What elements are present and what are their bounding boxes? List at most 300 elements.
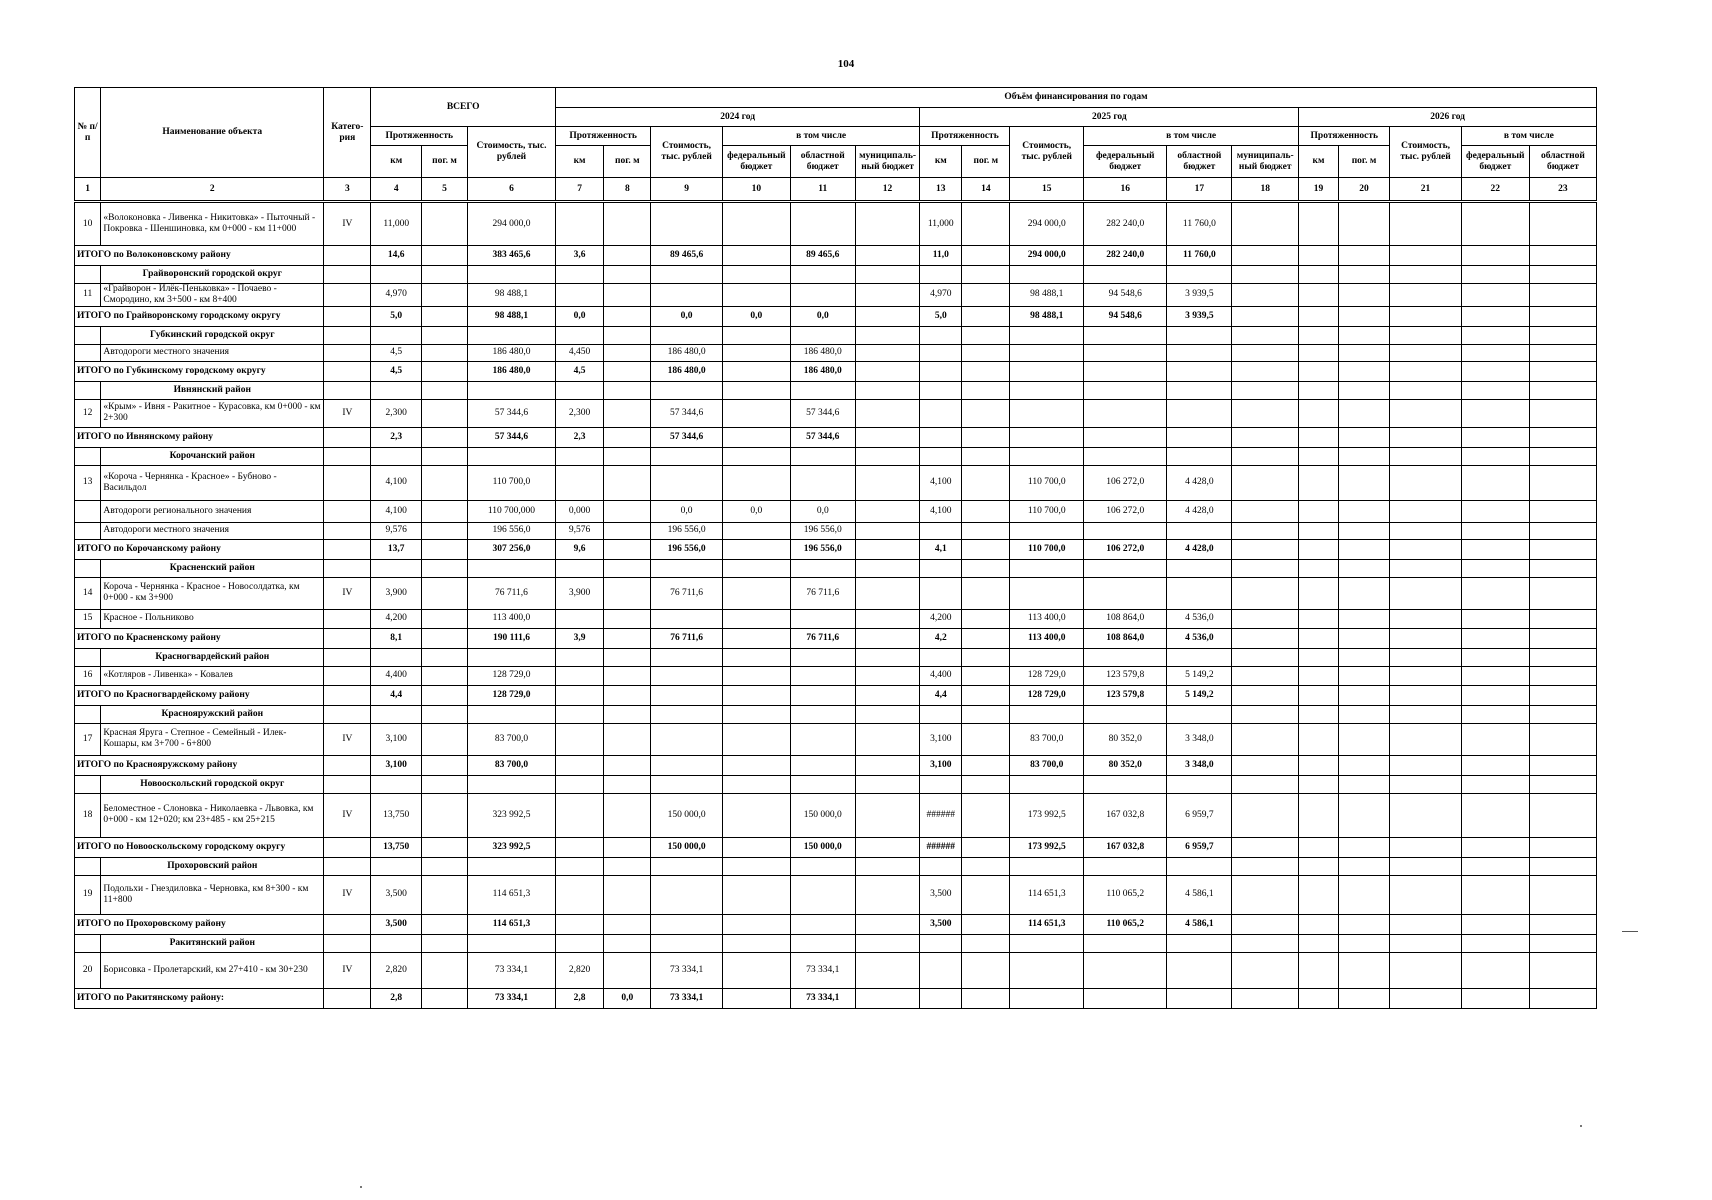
value-col-11: 186 480,0 <box>790 361 855 381</box>
value-col-16 <box>1084 988 1167 1008</box>
value-col-19 <box>1299 837 1339 857</box>
value-col-15: 110 700,0 <box>1010 539 1084 559</box>
value-col-12 <box>855 875 920 914</box>
value-col-17 <box>1167 399 1232 427</box>
value-col-14 <box>962 306 1010 326</box>
category <box>324 539 371 559</box>
row-number: 11 <box>75 284 101 307</box>
value-col-12 <box>855 577 920 609</box>
value-col-21 <box>1390 609 1461 628</box>
2024-reg-header: областной бюджет <box>790 146 855 178</box>
value-col-10 <box>722 361 790 381</box>
value-col-4: 9,576 <box>371 522 422 539</box>
district-row <box>75 857 1597 875</box>
value-col-11 <box>790 648 855 666</box>
value-col-20 <box>1338 648 1390 666</box>
value-col-4: 3,100 <box>371 755 422 775</box>
value-col-21 <box>1390 539 1461 559</box>
value-col-15 <box>1010 344 1084 361</box>
value-col-15 <box>1010 559 1084 577</box>
value-col-22 <box>1461 202 1529 246</box>
value-col-19 <box>1299 522 1339 539</box>
value-col-21 <box>1390 755 1461 775</box>
value-col-22 <box>1461 988 1529 1008</box>
value-col-4 <box>371 648 422 666</box>
value-col-5 <box>421 952 467 988</box>
value-col-19 <box>1299 775 1339 793</box>
value-col-9: 57 344,6 <box>651 399 722 427</box>
value-col-10 <box>722 934 790 952</box>
object-name: «Короча - Чернянка - Красное» - Бубново - Васильдол <box>101 465 324 500</box>
value-col-14 <box>962 775 1010 793</box>
value-col-12 <box>855 465 920 500</box>
row-number: 20 <box>75 952 101 988</box>
value-col-4: 3,500 <box>371 875 422 914</box>
value-col-4: 2,820 <box>371 952 422 988</box>
value-col-12 <box>855 775 920 793</box>
value-col-6 <box>468 857 556 875</box>
2024-pogm-header: пог. м <box>604 146 651 178</box>
value-col-18 <box>1232 202 1299 246</box>
value-col-5 <box>421 326 467 344</box>
col-number: 7 <box>555 178 603 202</box>
value-col-11 <box>790 284 855 307</box>
value-col-13: 5,0 <box>920 306 962 326</box>
value-col-4: 4,200 <box>371 609 422 628</box>
col-number: 13 <box>920 178 962 202</box>
value-col-8 <box>604 381 651 399</box>
value-col-5 <box>421 875 467 914</box>
value-col-10 <box>722 875 790 914</box>
value-col-10 <box>722 628 790 648</box>
value-col-9 <box>651 857 722 875</box>
value-col-6: 57 344,6 <box>468 427 556 447</box>
value-col-21 <box>1390 202 1461 246</box>
value-col-20 <box>1338 988 1390 1008</box>
value-col-11 <box>790 202 855 246</box>
value-col-4: 3,100 <box>371 723 422 755</box>
value-col-17 <box>1167 775 1232 793</box>
value-col-14 <box>962 284 1010 307</box>
col-name-header: Наименование объекта <box>101 88 324 178</box>
value-col-6: 110 700,000 <box>468 500 556 522</box>
category <box>324 988 371 1008</box>
value-col-19 <box>1299 705 1339 723</box>
value-col-11: 89 465,6 <box>790 246 855 266</box>
value-col-19 <box>1299 934 1339 952</box>
value-col-16 <box>1084 381 1167 399</box>
district-name: Прохоровский район <box>101 857 324 875</box>
value-col-10 <box>722 837 790 857</box>
value-col-13 <box>920 522 962 539</box>
category <box>324 837 371 857</box>
value-col-22 <box>1461 934 1529 952</box>
value-col-22 <box>1461 427 1529 447</box>
category: IV <box>324 793 371 837</box>
table-row <box>75 609 1597 628</box>
value-col-4: 13,750 <box>371 837 422 857</box>
value-col-10 <box>722 266 790 284</box>
total-label: ИТОГО по Волоконовскому району <box>75 246 324 266</box>
value-col-22 <box>1461 793 1529 837</box>
value-col-11: 150 000,0 <box>790 837 855 857</box>
value-col-5 <box>421 988 467 1008</box>
value-col-15: 128 729,0 <box>1010 666 1084 685</box>
value-col-16 <box>1084 522 1167 539</box>
value-col-21 <box>1390 447 1461 465</box>
value-col-17: 3 348,0 <box>1167 723 1232 755</box>
value-col-6: 83 700,0 <box>468 755 556 775</box>
category <box>324 306 371 326</box>
col-number: 15 <box>1010 178 1084 202</box>
value-col-21 <box>1390 500 1461 522</box>
value-col-17 <box>1167 934 1232 952</box>
value-col-8 <box>604 266 651 284</box>
value-col-15 <box>1010 988 1084 1008</box>
value-col-12 <box>855 306 920 326</box>
category: IV <box>324 202 371 246</box>
value-col-18 <box>1232 399 1299 427</box>
value-col-7 <box>555 685 603 705</box>
value-col-18 <box>1232 266 1299 284</box>
value-col-12 <box>855 723 920 755</box>
value-col-19 <box>1299 266 1339 284</box>
value-col-9: 73 334,1 <box>651 988 722 1008</box>
value-col-6: 186 480,0 <box>468 344 556 361</box>
value-col-5 <box>421 344 467 361</box>
value-col-19 <box>1299 723 1339 755</box>
table-row <box>75 500 1597 522</box>
value-col-11 <box>790 609 855 628</box>
value-col-13 <box>920 344 962 361</box>
value-col-23 <box>1529 361 1596 381</box>
value-col-6 <box>468 447 556 465</box>
value-col-20 <box>1338 427 1390 447</box>
table-body <box>75 202 1597 1009</box>
total-km-header: км <box>371 146 422 178</box>
district-row <box>75 447 1597 465</box>
2024-length-header: Протяженность <box>555 127 651 146</box>
value-col-18 <box>1232 628 1299 648</box>
value-col-14 <box>962 577 1010 609</box>
value-col-22 <box>1461 539 1529 559</box>
value-col-5 <box>421 577 467 609</box>
value-col-20 <box>1338 361 1390 381</box>
value-col-6 <box>468 705 556 723</box>
value-col-11: 196 556,0 <box>790 522 855 539</box>
value-col-7 <box>555 723 603 755</box>
value-col-9: 89 465,6 <box>651 246 722 266</box>
value-col-21 <box>1390 381 1461 399</box>
value-col-15 <box>1010 705 1084 723</box>
category <box>324 522 371 539</box>
value-col-22 <box>1461 465 1529 500</box>
2026-cost-header: Стоимость, тыс. рублей <box>1390 127 1461 178</box>
value-col-6: 323 992,5 <box>468 793 556 837</box>
value-col-17 <box>1167 361 1232 381</box>
value-col-8 <box>604 447 651 465</box>
value-col-4: 13,750 <box>371 793 422 837</box>
value-col-13 <box>920 381 962 399</box>
value-col-15: 113 400,0 <box>1010 609 1084 628</box>
value-col-6: 294 000,0 <box>468 202 556 246</box>
value-col-21 <box>1390 465 1461 500</box>
value-col-11 <box>790 685 855 705</box>
value-col-13 <box>920 266 962 284</box>
value-col-9: 150 000,0 <box>651 793 722 837</box>
value-col-11 <box>790 559 855 577</box>
value-col-18 <box>1232 381 1299 399</box>
value-col-17 <box>1167 988 1232 1008</box>
value-col-23 <box>1529 577 1596 609</box>
value-col-11: 57 344,6 <box>790 427 855 447</box>
value-col-20 <box>1338 609 1390 628</box>
table-row <box>75 465 1597 500</box>
value-col-6: 83 700,0 <box>468 723 556 755</box>
value-col-7 <box>555 326 603 344</box>
value-col-9 <box>651 723 722 755</box>
value-col-12 <box>855 609 920 628</box>
value-col-10 <box>722 539 790 559</box>
value-col-16 <box>1084 857 1167 875</box>
value-col-7: 3,900 <box>555 577 603 609</box>
column-numbers-row <box>75 178 1597 202</box>
value-col-23 <box>1529 266 1596 284</box>
value-col-19 <box>1299 246 1339 266</box>
district-row <box>75 705 1597 723</box>
value-col-7 <box>555 775 603 793</box>
district-row <box>75 266 1597 284</box>
value-col-8 <box>604 284 651 307</box>
value-col-21 <box>1390 934 1461 952</box>
value-col-11 <box>790 755 855 775</box>
value-col-20 <box>1338 202 1390 246</box>
value-col-21 <box>1390 577 1461 609</box>
object-name: «Грайворон - Илёк-Пеньковка» - Почаево - Смородино, км 3+500 - км 8+400 <box>101 284 324 307</box>
value-col-18 <box>1232 775 1299 793</box>
category <box>324 361 371 381</box>
value-col-6 <box>468 648 556 666</box>
value-col-15 <box>1010 399 1084 427</box>
value-col-20 <box>1338 666 1390 685</box>
value-col-22 <box>1461 326 1529 344</box>
value-col-14 <box>962 875 1010 914</box>
value-col-14 <box>962 988 1010 1008</box>
value-col-21 <box>1390 914 1461 934</box>
value-col-14 <box>962 648 1010 666</box>
value-col-9 <box>651 914 722 934</box>
total-row <box>75 628 1597 648</box>
value-col-13 <box>920 447 962 465</box>
value-col-11 <box>790 266 855 284</box>
value-col-20 <box>1338 284 1390 307</box>
value-col-19 <box>1299 952 1339 988</box>
value-col-17: 5 149,2 <box>1167 685 1232 705</box>
value-col-7 <box>555 447 603 465</box>
value-col-12 <box>855 399 920 427</box>
value-col-22 <box>1461 837 1529 857</box>
value-col-9 <box>651 284 722 307</box>
value-col-5 <box>421 934 467 952</box>
value-col-21 <box>1390 399 1461 427</box>
value-col-17: 3 939,5 <box>1167 284 1232 307</box>
value-col-21 <box>1390 952 1461 988</box>
value-col-21 <box>1390 246 1461 266</box>
scan-mark <box>1622 931 1638 932</box>
value-col-10 <box>722 609 790 628</box>
total-row <box>75 685 1597 705</box>
value-col-21 <box>1390 793 1461 837</box>
value-col-19 <box>1299 988 1339 1008</box>
category <box>324 685 371 705</box>
row-number <box>75 381 101 399</box>
row-number <box>75 266 101 284</box>
value-col-21 <box>1390 628 1461 648</box>
value-col-20 <box>1338 628 1390 648</box>
district-name: Грайворонский городской округ <box>101 266 324 284</box>
object-name: Беломестное - Слоновка - Николаевка - Львовка, км 0+000 - км 12+020; км 23+485 - км 25+215 <box>101 793 324 837</box>
2026-pogm-header: пог. м <box>1338 146 1390 178</box>
value-col-17: 4 586,1 <box>1167 914 1232 934</box>
value-col-16: 123 579,8 <box>1084 685 1167 705</box>
value-col-10 <box>722 685 790 705</box>
value-col-17 <box>1167 344 1232 361</box>
value-col-15: 173 992,5 <box>1010 837 1084 857</box>
value-col-6: 323 992,5 <box>468 837 556 857</box>
value-col-18 <box>1232 755 1299 775</box>
value-col-16: 167 032,8 <box>1084 837 1167 857</box>
value-col-20 <box>1338 875 1390 914</box>
value-col-9 <box>651 755 722 775</box>
value-col-16 <box>1084 559 1167 577</box>
value-col-20 <box>1338 857 1390 875</box>
value-col-13: 3,500 <box>920 914 962 934</box>
total-label: ИТОГО по Корочанскому району <box>75 539 324 559</box>
value-col-21 <box>1390 988 1461 1008</box>
value-col-7 <box>555 381 603 399</box>
2025-pogm-header: пог. м <box>962 146 1010 178</box>
table-row <box>75 522 1597 539</box>
value-col-22 <box>1461 685 1529 705</box>
value-col-10 <box>722 666 790 685</box>
value-col-15: 83 700,0 <box>1010 723 1084 755</box>
value-col-19 <box>1299 539 1339 559</box>
value-col-9: 57 344,6 <box>651 427 722 447</box>
value-col-22 <box>1461 381 1529 399</box>
category <box>324 648 371 666</box>
value-col-8 <box>604 705 651 723</box>
value-col-13: 11,000 <box>920 202 962 246</box>
value-col-12 <box>855 666 920 685</box>
value-col-20 <box>1338 381 1390 399</box>
value-col-23 <box>1529 793 1596 837</box>
value-col-12 <box>855 705 920 723</box>
value-col-18 <box>1232 609 1299 628</box>
value-col-8 <box>604 500 651 522</box>
district-name: Краснояружский район <box>101 705 324 723</box>
object-name: Автодороги местного значения <box>101 522 324 539</box>
value-col-17 <box>1167 447 1232 465</box>
value-col-15 <box>1010 952 1084 988</box>
value-col-22 <box>1461 500 1529 522</box>
district-name: Красногвардейский район <box>101 648 324 666</box>
funding-header: Объём финансирования по годам <box>555 88 1596 108</box>
total-length-header: Протяженность <box>371 127 468 146</box>
value-col-9: 186 480,0 <box>651 344 722 361</box>
value-col-13 <box>920 952 962 988</box>
value-col-19 <box>1299 648 1339 666</box>
col-number: 22 <box>1461 178 1529 202</box>
value-col-18 <box>1232 284 1299 307</box>
value-col-22 <box>1461 628 1529 648</box>
value-col-16: 106 272,0 <box>1084 500 1167 522</box>
value-col-11: 196 556,0 <box>790 539 855 559</box>
category <box>324 705 371 723</box>
object-name: «Крым» - Ивня - Ракитное - Курасовка, км 0+000 - км 2+300 <box>101 399 324 427</box>
value-col-14 <box>962 559 1010 577</box>
value-col-13 <box>920 361 962 381</box>
value-col-16: 123 579,8 <box>1084 666 1167 685</box>
value-col-19 <box>1299 447 1339 465</box>
value-col-15: 294 000,0 <box>1010 202 1084 246</box>
value-col-15 <box>1010 381 1084 399</box>
year-2024-header: 2024 год <box>555 108 920 127</box>
value-col-6 <box>468 381 556 399</box>
value-col-5 <box>421 266 467 284</box>
value-col-22 <box>1461 857 1529 875</box>
value-col-13 <box>920 427 962 447</box>
value-col-6: 190 111,6 <box>468 628 556 648</box>
value-col-14 <box>962 465 1010 500</box>
value-col-17: 11 760,0 <box>1167 202 1232 246</box>
col-number: 11 <box>790 178 855 202</box>
value-col-6: 57 344,6 <box>468 399 556 427</box>
col-number: 2 <box>101 178 324 202</box>
value-col-12 <box>855 326 920 344</box>
scan-dot <box>1580 1125 1582 1127</box>
value-col-13: 11,0 <box>920 246 962 266</box>
value-col-18 <box>1232 361 1299 381</box>
value-col-19 <box>1299 914 1339 934</box>
value-col-5 <box>421 705 467 723</box>
value-col-19 <box>1299 857 1339 875</box>
category: IV <box>324 952 371 988</box>
2025-km-header: км <box>920 146 962 178</box>
table-row <box>75 284 1597 307</box>
value-col-15 <box>1010 361 1084 381</box>
value-col-17: 3 348,0 <box>1167 755 1232 775</box>
value-col-23 <box>1529 837 1596 857</box>
value-col-14 <box>962 952 1010 988</box>
value-col-18 <box>1232 447 1299 465</box>
value-col-16 <box>1084 344 1167 361</box>
value-col-9: 73 334,1 <box>651 952 722 988</box>
value-col-4 <box>371 381 422 399</box>
2024-incl-header: в том числе <box>722 127 920 146</box>
value-col-21 <box>1390 326 1461 344</box>
total-header: ВСЕГО <box>371 88 555 127</box>
value-col-12 <box>855 793 920 837</box>
value-col-19 <box>1299 577 1339 609</box>
value-col-10 <box>722 755 790 775</box>
value-col-4: 4,5 <box>371 361 422 381</box>
value-col-4 <box>371 705 422 723</box>
value-col-9: 196 556,0 <box>651 522 722 539</box>
value-col-23 <box>1529 427 1596 447</box>
category <box>324 628 371 648</box>
value-col-6: 76 711,6 <box>468 577 556 609</box>
value-col-9 <box>651 559 722 577</box>
